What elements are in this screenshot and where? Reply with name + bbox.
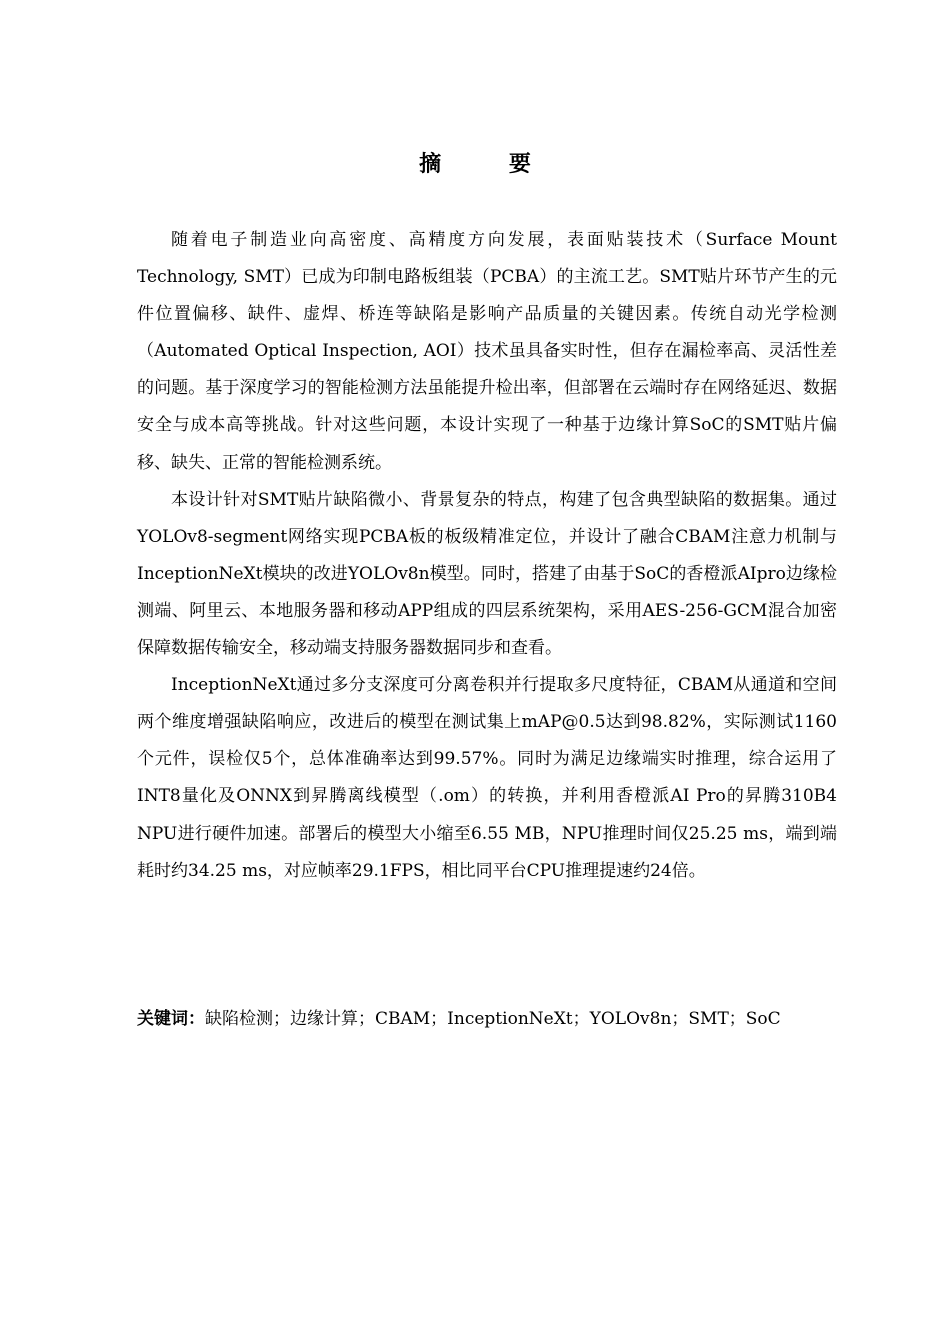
keywords-label: 关键词： — [137, 1009, 205, 1029]
keywords-text: 缺陷检测；边缘计算；CBAM；InceptionNeXt；YOLOv8n；SMT；SoC — [205, 1009, 781, 1029]
abstract-paragraph-3: InceptionNeXt通过多分支深度可分离卷积并行提取多尺度特征，CBAM从通道和空间两个维度增强缺陷响应，改进后的模型在测试集上mAP@0.5达到98.82%，实际测试1160个元件，误检仅5个，总体准确率达到99.57%。同时为满足边缘端实时推理，综合运用了INT8量化及ONNX到昇腾离线模型（.om）的转换，并利用香橙派AI Pro的昇腾310B4 NPU进行硬件加速。部署后的模型大小缩至6.55 MB，NPU推理时间仅25.25 ms，端到端耗时约34.25 ms，对应帧率29.1FPS，相比同平台CPU推理提速约24倍。 — [137, 675, 837, 881]
keywords-line — [137, 1004, 857, 1034]
page-title: 摘 要 — [419, 152, 561, 177]
abstract-paragraph-1: 随着电子制造业向高密度、高精度方向发展，表面贴装技术（Surface Mount Technology, SMT）已成为印制电路板组装（PCBA）的主流工艺。SMT贴片环节产生的元件位置偏移、缺件、虚焊、桥连等缺陷是影响产品质量的关键因素。传统自动光学检测（Automated Optical Inspection, AOI）技术虽具备实时性，但存在漏检率高、灵活性差的问题。基于深度学习的智能检测方法虽能提升检出率，但部署在云端时存在网络延迟、数据安全与成本高等挑战。针对这些问题，本设计实现了一种基于边缘计算SoC的SMT贴片偏移、缺失、正常的智能检测系统。 — [137, 230, 837, 473]
abstract-body — [137, 222, 837, 890]
abstract-paragraph-2: 本设计针对SMT贴片缺陷微小、背景复杂的特点，构建了包含典型缺陷的数据集。通过YOLOv8-segment网络实现PCBA板的板级精准定位，并设计了融合CBAM注意力机制与InceptionNeXt模块的改进YOLOv8n模型。同时，搭建了由基于SoC的香橙派AIpro边缘检测端、阿里云、本地服务器和移动APP组成的四层系统架构，采用AES-256-GCM混合加密保障数据传输安全，移动端支持服务器数据同步和查看。 — [137, 489, 837, 659]
